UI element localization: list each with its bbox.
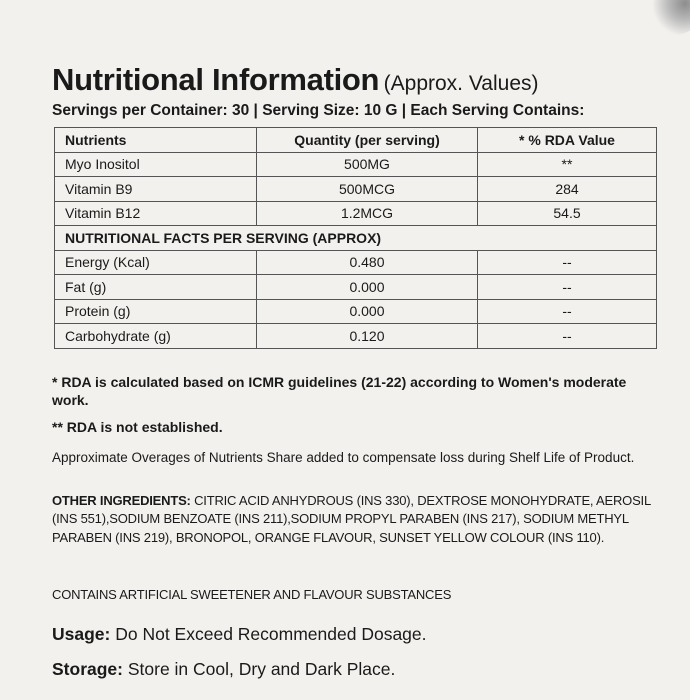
title-main: Nutritional Information [52, 62, 380, 97]
servings-line: Servings per Container: 30 | Serving Size: 10 G | Each Serving Contains: [52, 102, 585, 119]
table-row [55, 177, 657, 202]
table-row [55, 275, 657, 300]
table-row [55, 299, 657, 324]
cell-rda: -- [478, 299, 657, 324]
cell-nutrient: Vitamin B12 [55, 201, 257, 226]
corner-shadow [650, 0, 690, 35]
other-ingredients [52, 492, 652, 547]
cell-rda: -- [478, 275, 657, 300]
cell-rda: ** [478, 152, 657, 177]
usage-label: Usage: [52, 624, 111, 644]
overages-note: Approximate Overages of Nutrients Share added to compensate loss during Shelf Life of Product. [52, 450, 635, 465]
usage-line [52, 624, 427, 645]
cell-quantity: 0.000 [257, 275, 478, 300]
table-row [55, 201, 657, 226]
section-title: NUTRITIONAL FACTS PER SERVING (APPROX) [55, 226, 657, 251]
title-subtitle: (Approx. Values) [383, 72, 539, 95]
table-row [55, 152, 657, 177]
section-row [55, 226, 657, 251]
cell-quantity: 1.2MCG [257, 201, 478, 226]
cell-rda: -- [478, 250, 657, 275]
cell-quantity: 0.120 [257, 324, 478, 349]
cell-nutrient: Fat (g) [55, 275, 257, 300]
storage-line [52, 659, 395, 680]
header-nutrients: Nutrients [55, 128, 257, 153]
table-row [55, 250, 657, 275]
cell-nutrient: Energy (Kcal) [55, 250, 257, 275]
usage-text: Do Not Exceed Recommended Dosage. [115, 624, 427, 644]
rda-not-established-note: ** RDA is not established. [52, 419, 223, 435]
page-title [52, 62, 539, 98]
header-quantity: Quantity (per serving) [257, 128, 478, 153]
cell-nutrient: Protein (g) [55, 299, 257, 324]
nutrition-table [54, 127, 657, 349]
cell-quantity: 500MG [257, 152, 478, 177]
table-header-row [55, 128, 657, 153]
ingredients-label: OTHER INGREDIENTS: [52, 493, 191, 508]
rda-note: * RDA is calculated based on ICMR guidelines (21-22) according to Women's moderate work. [52, 374, 627, 408]
cell-nutrient: Vitamin B9 [55, 177, 257, 202]
storage-text: Store in Cool, Dry and Dark Place. [127, 659, 396, 679]
cell-quantity: 0.480 [257, 250, 478, 275]
cell-quantity: 500MCG [257, 177, 478, 202]
cell-rda: 54.5 [478, 201, 657, 226]
cell-rda: -- [478, 324, 657, 349]
table-row [55, 324, 657, 349]
header-rda: * % RDA Value [478, 128, 657, 153]
contains-note: CONTAINS ARTIFICIAL SWEETENER AND FLAVOUR SUBSTANCES [52, 587, 452, 602]
ingredients-text: CITRIC ACID ANHYDROUS (INS 330), DEXTROSE MONOHYDRATE, AEROSIL (INS 551),SODIUM BENZOATE (INS 211),SODIUM PROPYL PARABEN (INS 217), SODIUM METHYL PARABEN (INS 219), BRONOPOL, ORANGE FLAVOUR, SUNSET YELLOW COLOUR (INS 110). [52, 493, 651, 545]
storage-label: Storage: [52, 659, 123, 679]
cell-rda: 284 [478, 177, 657, 202]
cell-nutrient: Carbohydrate (g) [55, 324, 257, 349]
cell-nutrient: Myo Inositol [55, 152, 257, 177]
cell-quantity: 0.000 [257, 299, 478, 324]
